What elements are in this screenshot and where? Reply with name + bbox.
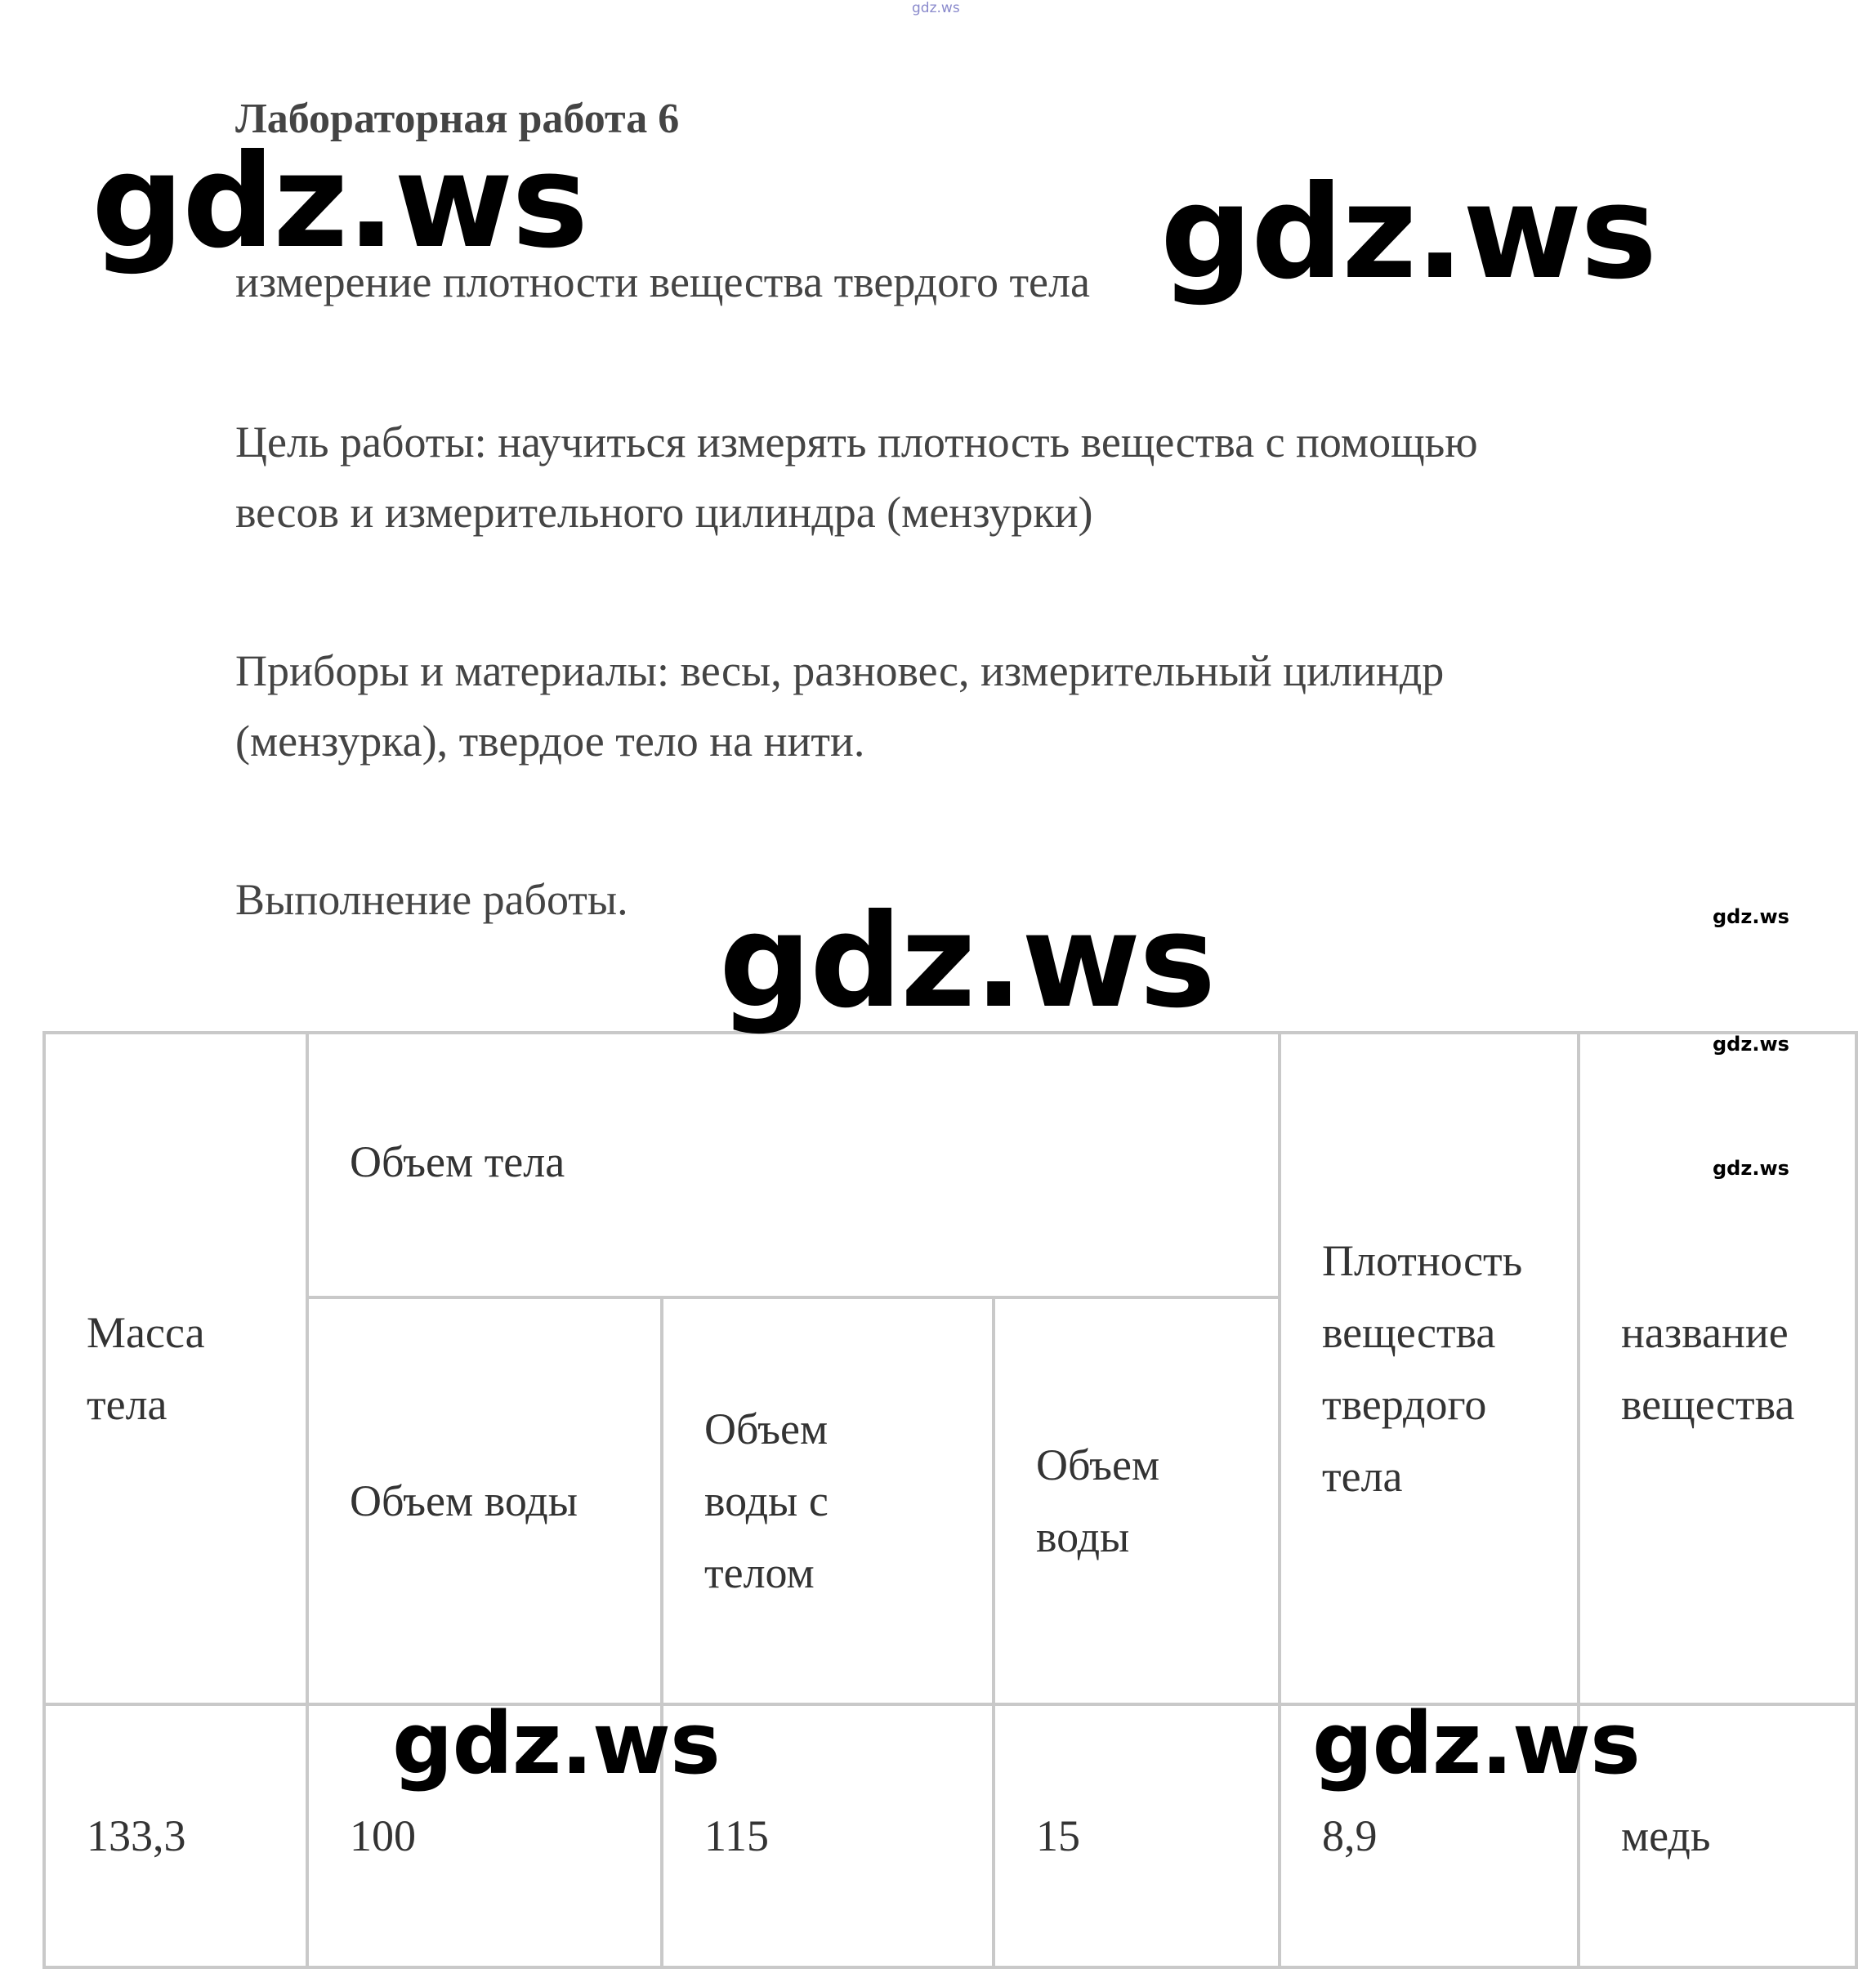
header-water-volume-text: Объем воды — [350, 1476, 578, 1526]
watermark-tiny: gdz.ws — [912, 0, 960, 16]
header-density-line-1: Плотность — [1322, 1236, 1523, 1286]
header-water-volume — [307, 1297, 662, 1705]
watermark-4: gdz.ws — [392, 1694, 720, 1793]
header-volume-body — [307, 1033, 1280, 1297]
execution-heading: Выполнение работы. — [235, 875, 628, 924]
table-header-row-1 — [44, 1033, 1856, 1297]
header-substance — [1579, 1033, 1856, 1704]
subtitle: измерение плотности вещества твердого тела — [235, 257, 1090, 306]
header-water-with-body-line-3: телом — [704, 1548, 815, 1598]
watermark-small-3: gdz.ws — [1713, 1157, 1789, 1180]
watermark-5: gdz.ws — [1312, 1694, 1640, 1793]
materials-line-1: Приборы и материалы: весы, разновес, измерительный цилиндр — [235, 646, 1445, 695]
cell-water-with-body: 115 — [662, 1704, 994, 1967]
watermark-1: gdz.ws — [92, 127, 587, 277]
header-density-line-3: твердого — [1322, 1380, 1487, 1430]
header-water-with-body-line-2: воды с — [704, 1476, 829, 1526]
goal-line-2: весов и измерительного цилиндра (мензурки) — [235, 488, 1093, 537]
header-mass-line-2: тела — [87, 1380, 168, 1430]
header-water-with-body — [662, 1297, 994, 1705]
watermark-small-2: gdz.ws — [1713, 1033, 1789, 1056]
header-substance-line-2: вещества — [1621, 1380, 1795, 1430]
lab-table — [42, 1031, 1858, 1969]
goal-line-1: Цель работы: научиться измерять плотность вещества с помощью — [235, 417, 1478, 467]
watermark-3: gdz.ws — [719, 886, 1215, 1037]
cell-water-volume-2: 15 — [994, 1704, 1280, 1967]
header-mass-line-1: Масса — [87, 1308, 205, 1358]
cell-substance: медь — [1579, 1704, 1856, 1967]
header-density-line-2: вещества — [1322, 1308, 1496, 1358]
header-water-with-body-line-1: Объем — [704, 1404, 829, 1454]
header-density — [1280, 1033, 1579, 1704]
header-volume-body-text: Объем тела — [350, 1137, 565, 1186]
cell-density: 8,9 — [1280, 1704, 1579, 1967]
header-density-line-4: тела — [1322, 1452, 1403, 1502]
page-title: Лабораторная работа 6 — [235, 96, 680, 142]
watermark-small-1: gdz.ws — [1713, 905, 1789, 928]
watermark-2: gdz.ws — [1160, 158, 1656, 308]
header-substance-line-1: название — [1621, 1308, 1789, 1358]
header-water-volume-2 — [994, 1297, 1280, 1705]
materials-line-2: (мензурка), твердое тело на нити. — [235, 717, 865, 766]
header-water-volume-2-line-1: Объем — [1036, 1440, 1160, 1490]
header-mass — [44, 1033, 307, 1704]
header-water-volume-2-line-2: воды — [1036, 1512, 1130, 1562]
cell-water-volume: 100 — [307, 1704, 662, 1967]
cell-mass: 133,3 — [44, 1704, 307, 1967]
